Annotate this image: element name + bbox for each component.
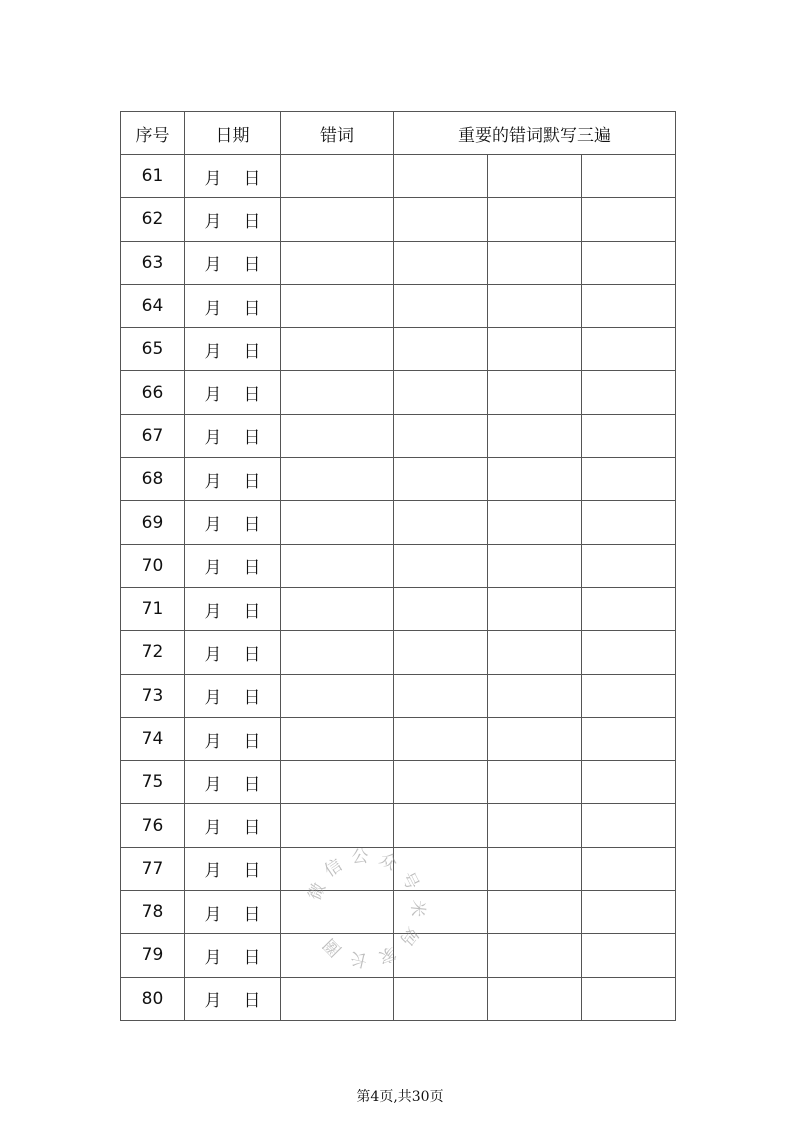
row-rewrite-cell-3 <box>582 155 676 198</box>
header-wrong-word: 错词 <box>281 112 394 155</box>
row-rewrite-cell-1 <box>394 631 488 674</box>
month-label: 月 <box>204 644 222 665</box>
row-wrong-word-cell <box>281 761 394 804</box>
row-date <box>185 934 281 977</box>
row-rewrite-cell-3 <box>582 501 676 544</box>
row-rewrite-cell-3 <box>582 414 676 457</box>
table-row <box>121 284 676 327</box>
header-row <box>121 112 676 155</box>
row-date <box>185 198 281 241</box>
row-rewrite-cell-2 <box>488 371 582 414</box>
row-rewrite-cell-2 <box>488 674 582 717</box>
month-label: 月 <box>204 904 222 925</box>
month-label: 月 <box>204 731 222 752</box>
row-rewrite-cell-1 <box>394 241 488 284</box>
row-rewrite-cell-3 <box>582 717 676 760</box>
row-date <box>185 717 281 760</box>
month-label: 月 <box>204 428 222 449</box>
row-index: 74 <box>121 717 185 760</box>
row-wrong-word-cell <box>281 674 394 717</box>
table-row <box>121 328 676 371</box>
header-date: 日期 <box>185 112 281 155</box>
day-label: 日 <box>243 904 261 925</box>
row-rewrite-cell-1 <box>394 501 488 544</box>
month-label: 月 <box>204 211 222 232</box>
day-label: 日 <box>243 601 261 622</box>
row-wrong-word-cell <box>281 458 394 501</box>
row-date <box>185 155 281 198</box>
month-label: 月 <box>204 991 222 1012</box>
month-label: 月 <box>204 385 222 406</box>
row-rewrite-cell-1 <box>394 198 488 241</box>
day-label: 日 <box>243 428 261 449</box>
row-rewrite-cell-3 <box>582 891 676 934</box>
row-index: 61 <box>121 155 185 198</box>
day-label: 日 <box>243 731 261 752</box>
row-rewrite-cell-3 <box>582 544 676 587</box>
day-label: 日 <box>243 688 261 709</box>
day-label: 日 <box>243 774 261 795</box>
table-row <box>121 501 676 544</box>
row-wrong-word-cell <box>281 198 394 241</box>
row-rewrite-cell-2 <box>488 891 582 934</box>
row-rewrite-cell-2 <box>488 501 582 544</box>
table-row <box>121 761 676 804</box>
row-wrong-word-cell <box>281 501 394 544</box>
row-index: 78 <box>121 891 185 934</box>
day-label: 日 <box>243 818 261 839</box>
row-index: 64 <box>121 284 185 327</box>
row-wrong-word-cell <box>281 804 394 847</box>
row-wrong-word-cell <box>281 717 394 760</box>
row-rewrite-cell-1 <box>394 155 488 198</box>
month-label: 月 <box>204 255 222 276</box>
row-rewrite-cell-3 <box>582 631 676 674</box>
row-rewrite-cell-3 <box>582 241 676 284</box>
row-rewrite-cell-2 <box>488 544 582 587</box>
row-date <box>185 804 281 847</box>
month-label: 月 <box>204 947 222 968</box>
row-wrong-word-cell <box>281 155 394 198</box>
row-wrong-word-cell <box>281 284 394 327</box>
row-rewrite-cell-3 <box>582 761 676 804</box>
row-wrong-word-cell <box>281 371 394 414</box>
row-wrong-word-cell <box>281 631 394 674</box>
row-date <box>185 501 281 544</box>
row-rewrite-cell-1 <box>394 544 488 587</box>
month-label: 月 <box>204 298 222 319</box>
month-label: 月 <box>204 558 222 579</box>
row-index: 72 <box>121 631 185 674</box>
day-label: 日 <box>243 558 261 579</box>
row-date <box>185 587 281 630</box>
row-rewrite-cell-1 <box>394 977 488 1020</box>
row-rewrite-cell-3 <box>582 674 676 717</box>
day-label: 日 <box>243 341 261 362</box>
day-label: 日 <box>243 298 261 319</box>
row-rewrite-cell-1 <box>394 674 488 717</box>
row-index: 70 <box>121 544 185 587</box>
row-index: 63 <box>121 241 185 284</box>
day-label: 日 <box>243 991 261 1012</box>
page-footer: 第4页,共30页 <box>356 1089 444 1105</box>
row-rewrite-cell-1 <box>394 804 488 847</box>
row-wrong-word-cell <box>281 587 394 630</box>
row-date <box>185 328 281 371</box>
day-label: 日 <box>243 644 261 665</box>
month-label: 月 <box>204 515 222 536</box>
row-date <box>185 544 281 587</box>
month-label: 月 <box>204 688 222 709</box>
row-rewrite-cell-2 <box>488 284 582 327</box>
row-rewrite-cell-1 <box>394 761 488 804</box>
row-index: 67 <box>121 414 185 457</box>
table-row <box>121 544 676 587</box>
table-row <box>121 414 676 457</box>
table-row <box>121 717 676 760</box>
row-rewrite-cell-1 <box>394 414 488 457</box>
day-label: 日 <box>243 947 261 968</box>
row-date <box>185 241 281 284</box>
row-index: 73 <box>121 674 185 717</box>
month-label: 月 <box>204 341 222 362</box>
row-index: 62 <box>121 198 185 241</box>
row-date <box>185 631 281 674</box>
table-row <box>121 371 676 414</box>
row-index: 71 <box>121 587 185 630</box>
row-rewrite-cell-3 <box>582 198 676 241</box>
row-rewrite-cell-3 <box>582 587 676 630</box>
row-rewrite-cell-3 <box>582 804 676 847</box>
row-rewrite-cell-1 <box>394 458 488 501</box>
row-rewrite-cell-2 <box>488 414 582 457</box>
row-wrong-word-cell <box>281 241 394 284</box>
row-wrong-word-cell <box>281 977 394 1020</box>
table-row <box>121 241 676 284</box>
day-label: 日 <box>243 385 261 406</box>
row-rewrite-cell-2 <box>488 198 582 241</box>
row-date <box>185 674 281 717</box>
svg-text:微信公众号米妈家长圈: 微信公众号米妈家长圈 <box>304 846 428 971</box>
row-rewrite-cell-2 <box>488 804 582 847</box>
day-label: 日 <box>243 515 261 536</box>
row-index: 75 <box>121 761 185 804</box>
row-rewrite-cell-2 <box>488 847 582 890</box>
day-label: 日 <box>243 211 261 232</box>
table-row <box>121 587 676 630</box>
row-date <box>185 977 281 1020</box>
day-label: 日 <box>243 861 261 882</box>
table-row <box>121 155 676 198</box>
row-index: 80 <box>121 977 185 1020</box>
row-rewrite-cell-2 <box>488 587 582 630</box>
row-date <box>185 458 281 501</box>
row-rewrite-cell-1 <box>394 284 488 327</box>
row-rewrite-cell-2 <box>488 631 582 674</box>
row-date <box>185 284 281 327</box>
day-label: 日 <box>243 471 261 492</box>
row-index: 68 <box>121 458 185 501</box>
row-rewrite-cell-2 <box>488 241 582 284</box>
row-rewrite-cell-2 <box>488 458 582 501</box>
header-index: 序号 <box>121 112 185 155</box>
table-row <box>121 631 676 674</box>
table-row <box>121 198 676 241</box>
row-date <box>185 414 281 457</box>
row-wrong-word-cell <box>281 414 394 457</box>
row-index: 65 <box>121 328 185 371</box>
row-rewrite-cell-3 <box>582 934 676 977</box>
row-rewrite-cell-1 <box>394 371 488 414</box>
row-index: 66 <box>121 371 185 414</box>
row-rewrite-cell-1 <box>394 717 488 760</box>
row-date <box>185 761 281 804</box>
row-rewrite-cell-1 <box>394 328 488 371</box>
row-rewrite-cell-3 <box>582 328 676 371</box>
row-index: 76 <box>121 804 185 847</box>
row-rewrite-cell-3 <box>582 458 676 501</box>
row-rewrite-cell-2 <box>488 977 582 1020</box>
month-label: 月 <box>204 471 222 492</box>
row-wrong-word-cell <box>281 544 394 587</box>
row-rewrite-cell-2 <box>488 761 582 804</box>
month-label: 月 <box>204 774 222 795</box>
row-rewrite-cell-2 <box>488 934 582 977</box>
month-label: 月 <box>204 601 222 622</box>
row-rewrite-cell-1 <box>394 587 488 630</box>
row-rewrite-cell-2 <box>488 328 582 371</box>
row-date <box>185 847 281 890</box>
row-date <box>185 891 281 934</box>
row-index: 69 <box>121 501 185 544</box>
day-label: 日 <box>243 168 261 189</box>
table-row <box>121 804 676 847</box>
row-rewrite-cell-3 <box>582 284 676 327</box>
month-label: 月 <box>204 861 222 882</box>
month-label: 月 <box>204 168 222 189</box>
table-row <box>121 977 676 1020</box>
row-rewrite-cell-2 <box>488 717 582 760</box>
row-wrong-word-cell <box>281 328 394 371</box>
row-date <box>185 371 281 414</box>
day-label: 日 <box>243 255 261 276</box>
table-row <box>121 674 676 717</box>
row-rewrite-cell-3 <box>582 977 676 1020</box>
month-label: 月 <box>204 818 222 839</box>
row-rewrite-cell-3 <box>582 847 676 890</box>
row-index: 79 <box>121 934 185 977</box>
row-rewrite-cell-2 <box>488 155 582 198</box>
table-row <box>121 458 676 501</box>
watermark-stamp <box>300 842 432 974</box>
header-rewrite: 重要的错词默写三遍 <box>394 112 676 155</box>
row-rewrite-cell-3 <box>582 371 676 414</box>
row-index: 77 <box>121 847 185 890</box>
